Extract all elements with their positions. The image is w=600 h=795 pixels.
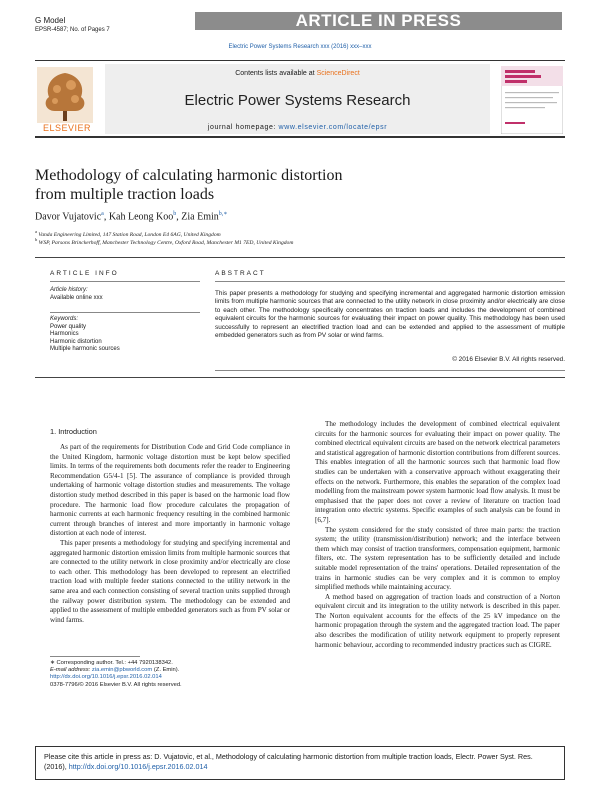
- info-divider: [50, 312, 200, 313]
- email-suffix: (Z. Emin).: [153, 667, 180, 674]
- cite-doi-link[interactable]: http://dx.doi.org/10.1016/j.epsr.2016.02.014: [68, 762, 208, 771]
- left-column: [50, 443, 290, 625]
- keyword-item: Power quality: [50, 323, 87, 330]
- journal-homepage-line: [105, 124, 490, 131]
- author-name[interactable]: Davor Vujatovic: [35, 211, 102, 223]
- keywords-block: [50, 316, 120, 354]
- affiliation-marker[interactable]: b: [173, 211, 177, 217]
- section-divider: [35, 257, 565, 258]
- contents-prefix: Contents lists available at: [235, 70, 315, 77]
- body-paragraph: The methodology includes the development of combined electrical equivalent circuits for the harmonic sources for evaluating their impact on power quality. The combined electrical equivalent circuits are based on the network electrical parameters and statistical aggregation of harmonic distortion contributions from different sources. This enables integration of all the harmonic sources such that harmonic load flow studies can be undertaken with a conservative approach without exaggerating their effects on the network. Furthermore, this enables the separation of the complex load modelling from the mainstream power system harmonic load flow analysis. It must be emphasised that the paper does not cover a review of literature on traction load integration onto electric systems. Specific examples of such analysis can be found in [6,7].: [315, 420, 560, 524]
- please-cite-box: [35, 746, 565, 780]
- author-name[interactable]: Zia Emin: [181, 211, 219, 223]
- journal-title: Electric Power Systems Research: [184, 92, 411, 109]
- elsevier-wordmark: ELSEVIER: [42, 123, 92, 133]
- author-name[interactable]: Kah Leong Koo: [108, 211, 174, 223]
- body-paragraph: The system considered for the study consisted of three main parts: the traction system; the utility (transmission/distribution) network; and the interface between them which may consist of traction transformers, compensation equipment, harmonic filters, etc. The system representation has to be sufficiently detailed and include suitable model representation of the trains' operations. Detailed representation of the trains in harmonic studies can be very complex and it is common to employ simplified methods while maintaining accuracy.: [315, 525, 560, 592]
- affiliation-a-text: Vanda Engineering Limited, 147 Station Road, London E4 6AG, United Kingdom: [38, 231, 221, 238]
- issn-line: 0378-7796/© 2016 Elsevier B.V. All rights reserved.: [50, 681, 182, 688]
- body-paragraph: As part of the requirements for Distribution Code and Grid Code compliance in the United Kingdom, harmonic voltage distortion must be kept below specified limits. In terms of the requirements both documents refer the reader to Engineering Recommendation G5/4-1 [5]. The assurance of compliance is provided through undertaking of harmonic voltage distortion studies and measurements. The voltage distortion study method described in this paper is based on the harmonic load flow procedure. The harmonic load flow procedure calculates the propagation of harmonic currents at each harmonic frequency resulting in the combined harmonic current through branches of interest and more importantly in harmonic voltage distortion at each node of interest.: [50, 443, 290, 538]
- affiliation-b: $^b$ WSP, Parsons Brinckerhoff, Manchester Technology Centre, Oxford Road, Manchester M1 7ED, United Kingdom: [35, 237, 294, 246]
- abstract-heading: ABSTRACT: [215, 270, 266, 277]
- elsevier-tree-logo-icon[interactable]: [37, 67, 93, 129]
- sciencedirect-link[interactable]: ScienceDirect: [316, 70, 360, 77]
- section-divider: [35, 377, 565, 378]
- article-in-press-banner: ARTICLE IN PRESS: [195, 12, 562, 30]
- abstract-divider: [215, 281, 565, 282]
- doi-link[interactable]: http://dx.doi.org/10.1016/j.epsr.2016.02.014: [50, 674, 162, 681]
- corresponding-author-note: ∗ Corresponding author. Tel.: +44 7920138342.: [50, 660, 173, 666]
- abstract-divider: [215, 370, 565, 371]
- journal-cover-thumbnail-icon[interactable]: [501, 66, 563, 134]
- cite-text: Please cite this article in press as: D. Vujatovic, et al., Methodology of calculating harmonic distortion from multiple traction loads, Electr. Power Syst. Res. (2016),: [44, 752, 533, 771]
- email-label: E-mail address:: [50, 667, 91, 674]
- body-paragraph: A method based on aggregation of traction loads and construction of a Norton equivalent circuit and its integration to the utility network is described in this paper. The Norton equivalent accounts for the effects of the 25 kV impedance on the harmonic propagation through the system and the aggregated traction load. The paper also describes the modification of utility network equipment to properly represent harmonic behaviour, according to recommended industry practices such as CIGRE.: [315, 592, 560, 649]
- journal-info-box: [105, 64, 490, 134]
- keyword-item: Harmonics: [50, 331, 79, 338]
- history-label: Article history:: [50, 287, 88, 293]
- abstract-copyright: © 2016 Elsevier B.V. All rights reserved.: [452, 356, 565, 363]
- homepage-link[interactable]: www.elsevier.com/locate/epsr: [278, 124, 388, 131]
- page-header: [0, 0, 600, 40]
- right-column: [315, 420, 560, 650]
- affiliation-a: $^a$ Vanda Engineering Limited, 147 Station Road, London E4 6AG, United Kingdom: [35, 229, 221, 238]
- body-paragraph: This paper presents a methodology for studying and specifying incremental and aggregated harmonic distortion emission limits from multiple harmonic sources that are connected to the utility network in close proximity and/or electrically are close to each other. This methodology has been developed to represent an electrified traction load with multiple feeder stations connected to the utility network in the same area and each connection consisting of several traction units supplied through the railway power distribution system. The methodology can be extended and applied to the assessment of multiple embedded generators such as from PV solar or wind farms.: [50, 538, 290, 624]
- footnote-divider: [50, 656, 140, 657]
- info-divider: [50, 281, 200, 282]
- article-title: [35, 166, 435, 204]
- title-line-2: from multiple traction loads: [35, 186, 215, 203]
- article-info-heading: ARTICLE INFO: [50, 270, 119, 277]
- keyword-item: Multiple harmonic sources: [50, 346, 120, 353]
- keywords-label: Keywords:: [50, 316, 79, 322]
- affiliation-b-text: WSP, Parsons Brinckerhoff, Manchester Technology Centre, Oxford Road, Manchester M1 7ED, United Kingdom: [38, 239, 294, 246]
- gmodel-label: G Model: [35, 16, 66, 25]
- journal-masthead: [35, 60, 565, 138]
- title-line-1: Methodology of calculating harmonic distortion: [35, 167, 343, 184]
- affiliation-marker[interactable]: a: [101, 211, 104, 217]
- email-line: [50, 667, 290, 674]
- section-heading-introduction: 1. Introduction: [50, 427, 97, 436]
- keyword-item: Harmonic distortion: [50, 338, 102, 345]
- manuscript-reference: EPSR-4587; No. of Pages 7: [35, 27, 110, 33]
- journal-citation-line[interactable]: Electric Power Systems Research xxx (2016) xxx–xxx: [228, 44, 372, 50]
- affiliation-marker[interactable]: b,∗: [218, 211, 228, 217]
- abstract-text: This paper presents a methodology for studying and specifying incremental and aggregated harmonic distortion emission limits from multiple harmonic sources that are connected to the utility network in close proximity and/or electrically are close to each other. The methodology specifically concentrates on traction loads and includes the development of combined equivalent circuits for the harmonic sources for evaluating their impact on power quality. This methodology has been used successfully to represent an electrified traction load and can be extended and applied to the assessment of multiple embedded generators such as from PV solar or wind farms.: [215, 290, 565, 340]
- footnote-block: [50, 660, 290, 689]
- homepage-prefix: journal homepage:: [207, 124, 276, 131]
- history-value: Available online xxx: [50, 294, 103, 301]
- author-list: Davor Vujatovic$^a$, Kah Leong Koo$^b$, Zia Emin$^{b,∗}$: [35, 211, 228, 223]
- email-link[interactable]: zia.emin@pbworld.com: [91, 667, 153, 674]
- contents-line: [105, 70, 490, 77]
- article-history: [50, 287, 103, 302]
